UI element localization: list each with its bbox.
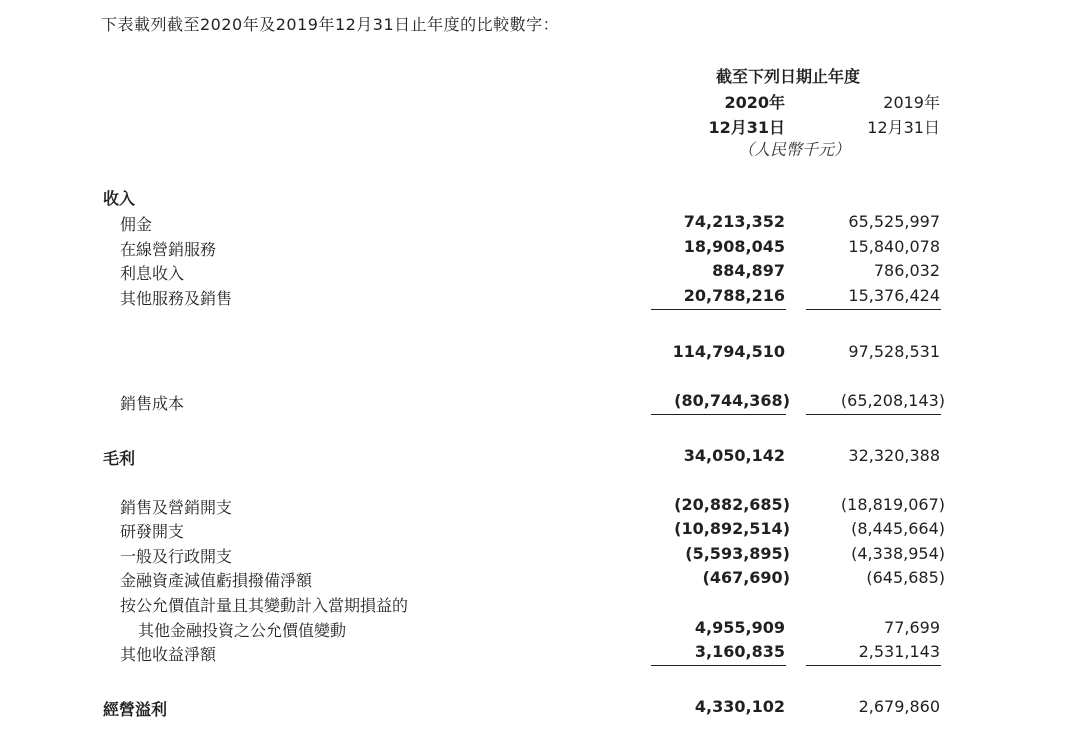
row-value-2020: (5,593,895) — [685, 544, 790, 563]
row-value-2019: (4,338,954) — [851, 544, 945, 563]
row-value-2019: 15,376,424 — [848, 286, 940, 305]
row-label: 其他收益淨額 — [120, 645, 217, 664]
column-header-2019-date: 12月31日 — [867, 118, 940, 137]
row-value-2020: 3,160,835 — [694, 642, 785, 661]
row-value-2020: 74,213,352 — [683, 212, 785, 231]
row-label: 其他金融投資之公允價值變動 — [138, 621, 347, 640]
row-label: 佣金 — [120, 215, 153, 234]
row-value-2020: 18,908,045 — [683, 237, 785, 256]
row-label: 研發開支 — [120, 522, 185, 541]
operating-profit-label: 經營溢利 — [103, 700, 168, 719]
period-title: 截至下列日期止年度 — [716, 67, 861, 86]
row-value-2019: 2,531,143 — [858, 642, 940, 661]
operating-profit-2019: 2,679,860 — [858, 697, 940, 716]
row-label: 銷售及營銷開支 — [120, 498, 233, 517]
row-value-2019: (645,685) — [866, 568, 945, 587]
other-rule-2019 — [806, 665, 941, 666]
intro-text: 下表載列截至2020年及2019年12月31日止年度的比較數字： — [101, 15, 560, 34]
row-value-2020: 4,955,909 — [694, 618, 785, 637]
column-header-2020-year: 2020年 — [724, 93, 785, 112]
gross-profit-2019: 32,320,388 — [848, 446, 940, 465]
row-value-2020: 884,897 — [712, 261, 785, 280]
row-value-2019: (18,819,067) — [840, 495, 945, 514]
row-label: 按公允價值計量且其變動計入當期損益的 — [120, 596, 409, 615]
operating-profit-2020: 4,330,102 — [694, 697, 785, 716]
cost-of-sales-2020: (80,744,368) — [674, 391, 790, 410]
revenue-total-2019: 97,528,531 — [848, 342, 940, 361]
gross-profit-2020: 34,050,142 — [683, 446, 785, 465]
row-value-2019: 65,525,997 — [848, 212, 940, 231]
row-label: 一般及行政開支 — [120, 547, 233, 566]
gross-profit-label: 毛利 — [103, 449, 136, 468]
row-label: 在線營銷服務 — [120, 240, 217, 259]
row-value-2019: 786,032 — [873, 261, 940, 280]
subtotal-rule-2020 — [651, 309, 786, 310]
cost-rule-2019 — [806, 414, 941, 415]
row-label: 金融資產減值虧損撥備淨額 — [120, 571, 313, 590]
currency-unit: （人民幣千元） — [738, 140, 851, 159]
column-header-2019-year: 2019年 — [883, 93, 940, 112]
row-value-2020: (10,892,514) — [674, 519, 790, 538]
row-label: 利息收入 — [120, 264, 185, 283]
column-header-2020-date: 12月31日 — [708, 118, 785, 137]
cost-rule-2020 — [651, 414, 786, 415]
row-label: 其他服務及銷售 — [120, 289, 233, 308]
subtotal-rule-2019 — [806, 309, 941, 310]
other-rule-2020 — [651, 665, 786, 666]
row-value-2019: 77,699 — [884, 618, 940, 637]
row-value-2019: 15,840,078 — [848, 237, 940, 256]
cost-of-sales-label: 銷售成本 — [120, 394, 185, 413]
cost-of-sales-2019: (65,208,143) — [840, 391, 945, 410]
revenue-heading: 收入 — [103, 189, 136, 208]
revenue-total-2020: 114,794,510 — [672, 342, 785, 361]
row-value-2019: (8,445,664) — [851, 519, 945, 538]
row-value-2020: 20,788,216 — [683, 286, 785, 305]
row-value-2020: (467,690) — [702, 568, 790, 587]
row-value-2020: (20,882,685) — [674, 495, 790, 514]
